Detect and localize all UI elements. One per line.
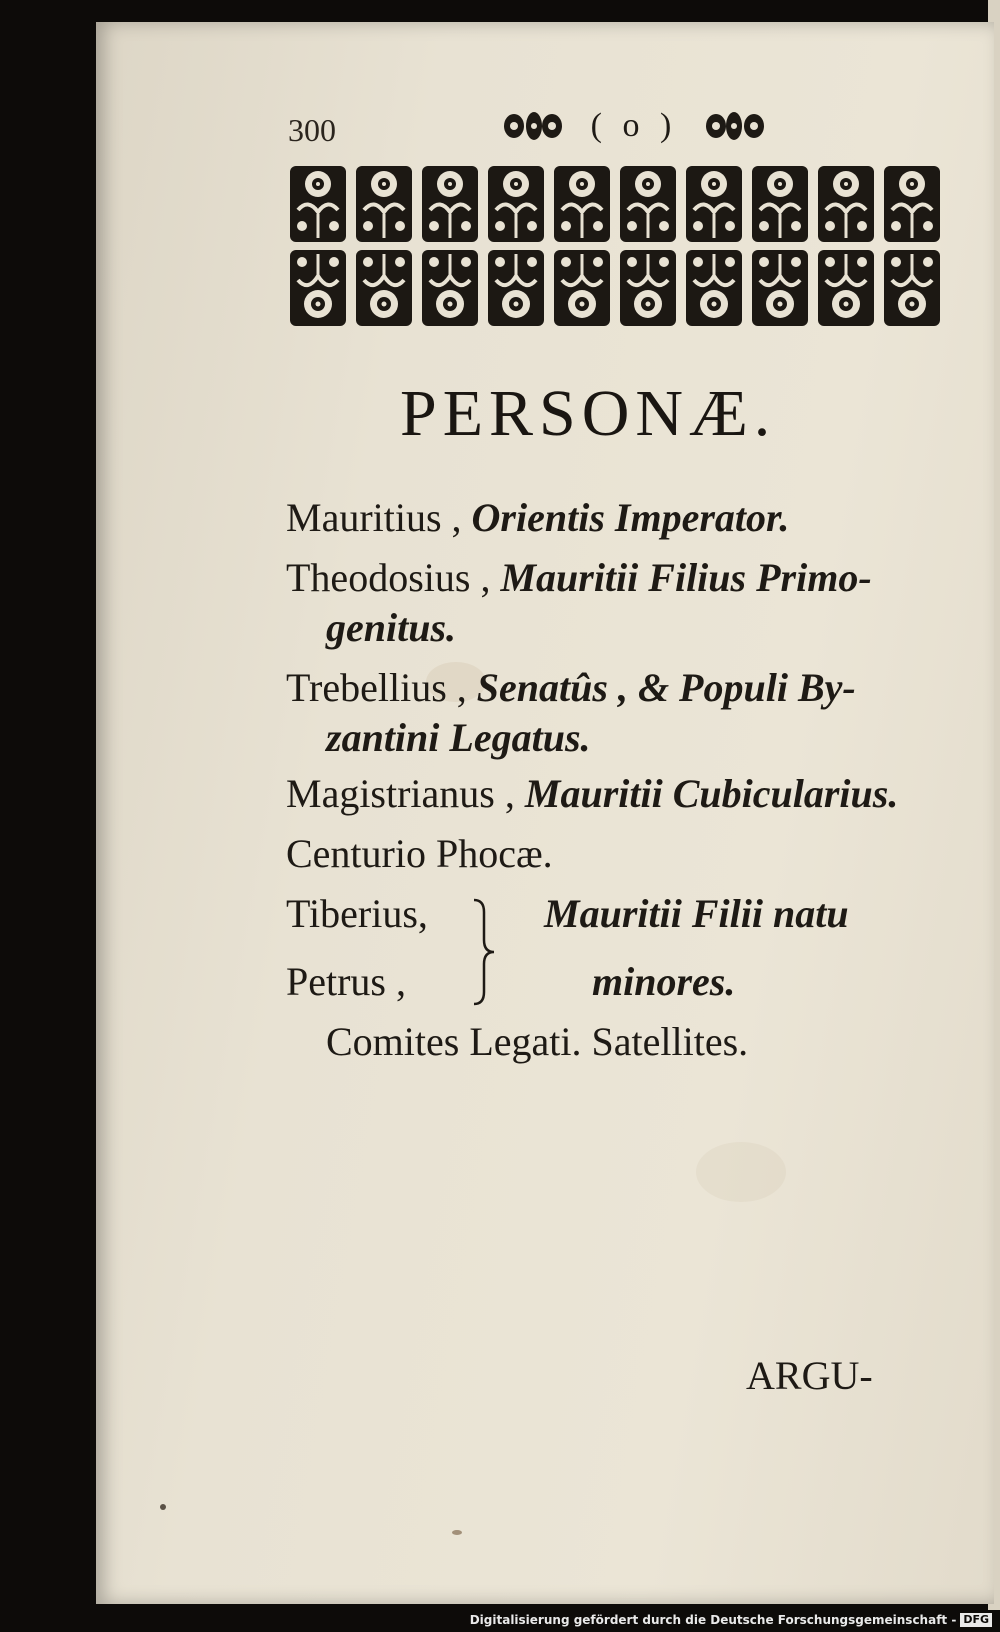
character-role: Orientis Imperator. [471, 495, 790, 540]
paper-stain [452, 1530, 462, 1535]
character-role: zantini Legatus. [326, 715, 591, 760]
floral-headband-ornament [286, 246, 950, 330]
separator: , [494, 771, 525, 816]
running-head [500, 104, 768, 148]
digitization-footer [470, 1610, 992, 1630]
separator: , [470, 555, 501, 600]
separator: , [446, 665, 477, 710]
cast-line: Centurio Phocæ. [286, 831, 553, 876]
character-role: Mauritii Cubicularius. [524, 771, 899, 816]
floral-headband-ornament [286, 162, 950, 246]
cast-line: Comites Legati. Satellites. [326, 1019, 749, 1064]
footer-text: Digitalisierung gefördert durch die Deutsche Forschungsgemeinschaft - [469, 1613, 957, 1627]
character-name: Trebellius [286, 665, 447, 710]
page-title: PERSONÆ. [400, 377, 777, 450]
character-role-text: Mauritii Filii natu [544, 891, 849, 936]
cast-line-continuation [326, 714, 591, 761]
paper-stain [160, 1504, 166, 1510]
floral-ornament-icon [704, 108, 768, 144]
cast-line [286, 770, 898, 817]
character-role [592, 958, 735, 1005]
page-number: 300 [288, 112, 336, 148]
character-role: Senatûs , & Populi By- [476, 665, 856, 710]
cast-line [286, 664, 856, 711]
character-name: Magistrianus [286, 771, 495, 816]
character-name: Mauritius [286, 495, 442, 540]
character-name: Theodosius [286, 555, 471, 600]
cast-line-continuation [326, 604, 456, 651]
character-name: Tiberius, [286, 891, 428, 936]
paper-stain [696, 1142, 786, 1202]
character-role: Mauritii Filius Primo- [500, 555, 872, 600]
separator: , [441, 495, 472, 540]
character-role-text: minores. [592, 959, 736, 1004]
character-name: Petrus , [286, 959, 406, 1004]
character-role: genitus. [326, 605, 457, 650]
floral-ornament-icon [500, 108, 564, 144]
curly-brace-icon [470, 896, 500, 1008]
catchword: ARGU- [746, 1353, 873, 1398]
cast-line [286, 554, 872, 601]
running-head-center: ( o ) [590, 107, 678, 144]
dfg-logo: DFG [960, 1613, 992, 1627]
character-role [544, 890, 849, 937]
cast-line [286, 494, 789, 541]
